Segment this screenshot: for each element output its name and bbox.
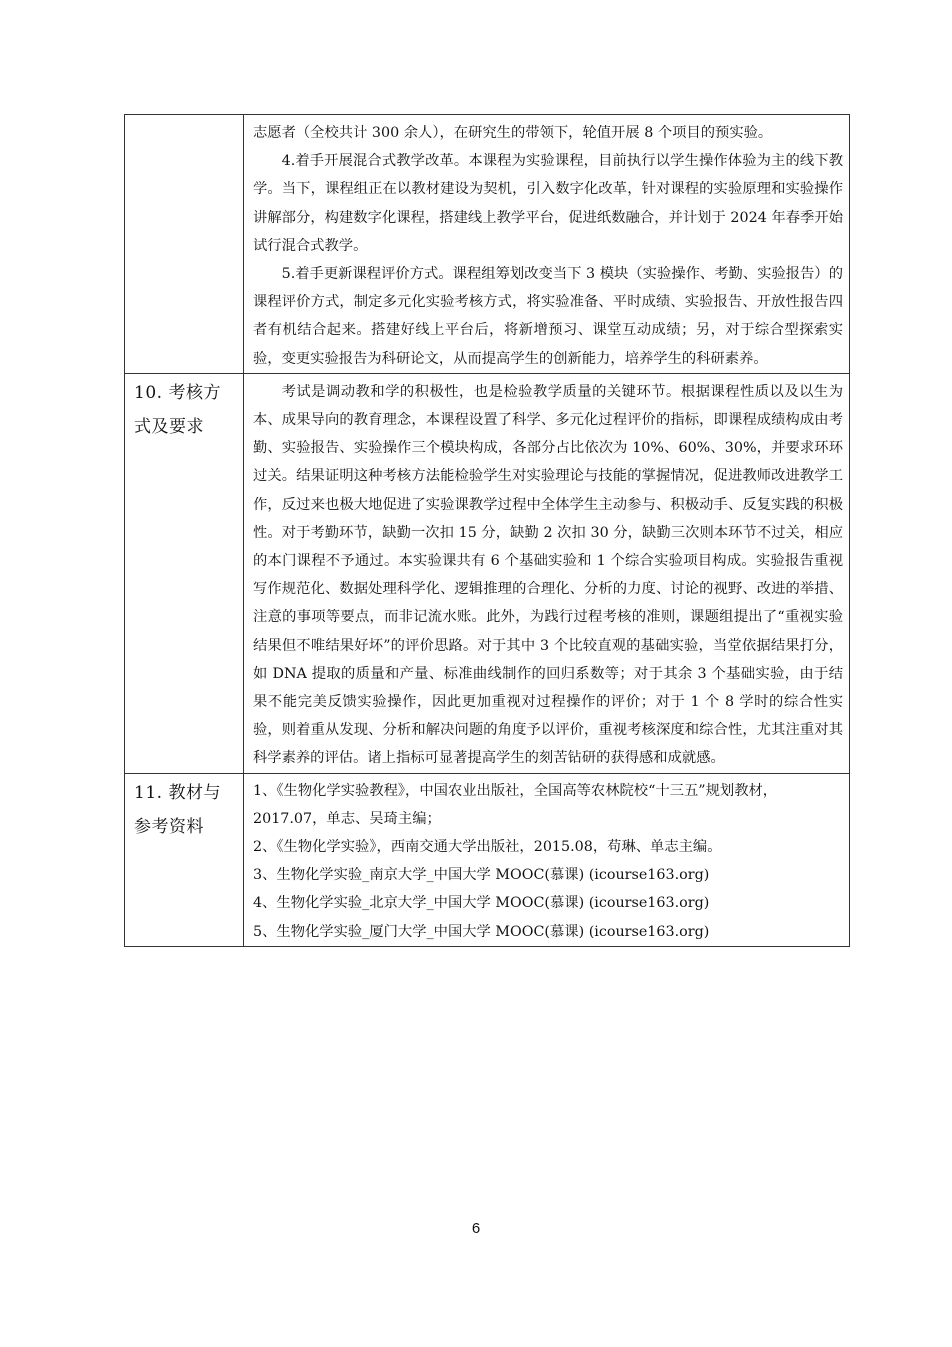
paragraph-assessment: 考试是调动教和学的积极性，也是检验教学质量的关键环节。根据课程性质以及以生为本、成果导向的教育理念，本课程设置了科学、多元化过程评价的指标，即课程成绩构成由考勤、实验报告、实验操作三个模块构成，各部分占比依次为 10%、60%、30%，并要求环环过关。结果证明这种考核方法能检验学生对实验理论与技能的掌握情况，促进教师改进教学工作，反过来也极大地促进了实验课教学过程中全体学生主动参与、积极动手、反复实践的积极性。对于考勤环节，缺勤一次扣 15 分，缺勤 2 次扣 30 分，缺勤三次则本环节不过关，相应的本门课程不予通过。本实验课共有 6 个基础实验和 1 个综合实验项目构成。实验报告重视写作规范化、数据处理科学化、逻辑推理的合理化、分析的力度、讨论的视野、改进的举措、注意的事项等要点，而非记流水账。此外，为践行过程考核的准则，课题组提出了“重视实验结果但不唯结果好坏”的评价思路。对于其中 3 个比较直观的基础实验，当堂依据结果打分，如 DNA 提取的质量和产量、标准曲线制作的回归系数等；对于其余 3 个基础实验，由于结果不能完美反馈实验操作，因此更加重视对过程操作的评价；对于 1 个 8 学时的综合性实验，则着重从发现、分析和解决问题的角度予以评价，重视考核深度和综合性，尤其注重对其科学素养的评估。诸上指标可显著提高学生的刻苦钻研的获得感和成就感。 bbox=[253, 383, 843, 767]
reference-item: 4、生物化学实验_北京大学_中国大学 MOOC(慕课) (icourse163.org) bbox=[253, 895, 710, 912]
table-row-references bbox=[125, 773, 850, 946]
row-label-references bbox=[125, 773, 244, 946]
reference-item: 1、《生物化学实验教程》，中国农业出版社，全国高等农林院校“十三五”规划教材，2017.07，单志、吴琦主编； bbox=[253, 782, 778, 827]
syllabus-table bbox=[124, 114, 850, 947]
row-content-assessment bbox=[244, 373, 850, 773]
reference-item: 3、生物化学实验_南京大学_中国大学 MOOC(慕课) (icourse163.org) bbox=[253, 867, 710, 884]
table-row-continuation bbox=[125, 115, 850, 374]
row-label-continuation bbox=[125, 115, 244, 374]
table-row-assessment bbox=[125, 373, 850, 773]
row-label-text bbox=[125, 115, 243, 117]
row-label-assessment bbox=[125, 373, 244, 773]
row-content-references bbox=[244, 773, 850, 946]
page-number: 6 bbox=[471, 1220, 481, 1237]
row-label-text: 11. 教材与参考资料 bbox=[134, 782, 221, 837]
paragraph-blended-teaching: 4.着手开展混合式教学改革。本课程为实验课程，目前执行以学生操作体验为主的线下教学。当下，课程组正在以教材建设为契机，引入数字化改革，针对课程的实验原理和实验操作讲解部分，构建数字化课程，搭建线上教学平台，促进纸数融合，并计划于 2024 年春季开始试行混合式教学。 bbox=[253, 153, 843, 254]
paragraph-evaluation-update: 5.着手更新课程评价方式。课程组筹划改变当下 3 模块（实验操作、考勤、实验报告）的课程评价方式，制定多元化实验考核方式，将实验准备、平时成绩、实验报告、开放性报告四者有机结合起来。搭建好线上平台后，将新增预习、课堂互动成绩；另，对于综合型探索实验，变更实验报告为科研论文，从而提高学生的创新能力，培养学生的科研素养。 bbox=[253, 266, 843, 367]
reference-item: 2、《生物化学实验》，西南交通大学出版社，2015.08，苟琳、单志主编。 bbox=[253, 839, 722, 856]
row-content-continuation bbox=[244, 115, 850, 374]
row-label-text: 10. 考核方式及要求 bbox=[134, 382, 221, 437]
paragraph-volunteers: 志愿者（全校共计 300 余人），在研究生的带领下，轮值开展 8 个项目的预实验。 bbox=[253, 125, 773, 141]
reference-item: 5、生物化学实验_厦门大学_中国大学 MOOC(慕课) (icourse163.org) bbox=[253, 923, 710, 940]
